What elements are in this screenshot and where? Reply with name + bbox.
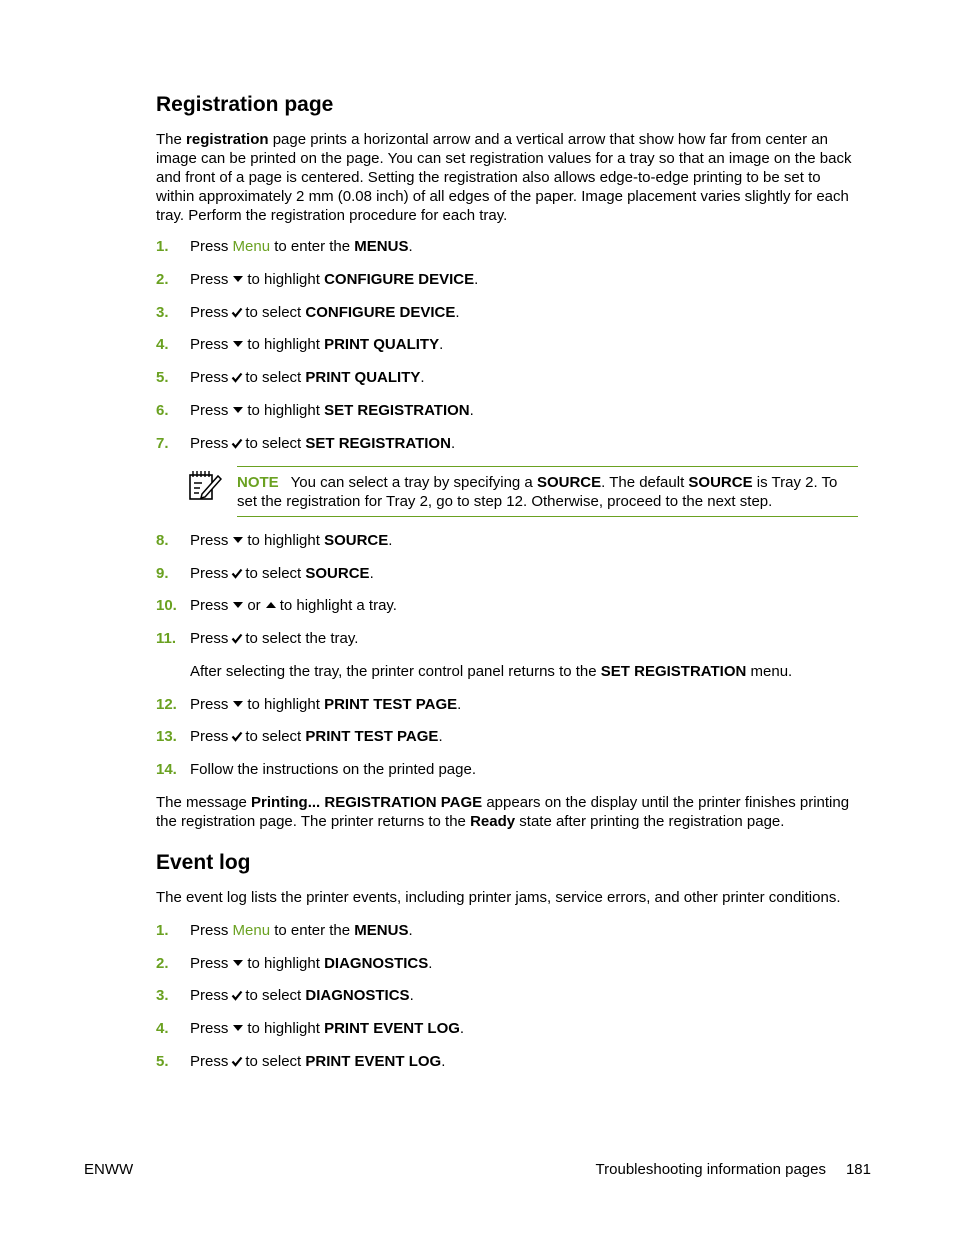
down-arrow-icon [233, 960, 243, 966]
list-item: 9. Press to select SOURCE. [156, 565, 374, 582]
checkmark-icon [231, 568, 243, 579]
note-text: NOTE You can select a tray by specifying a SOURCE. The default SOURCE is Tray 2. To set the registration for Tray 2, go to step 12. Otherwise, proceed to the next step. [237, 466, 858, 517]
checkmark-icon [231, 372, 243, 383]
down-arrow-icon [233, 701, 243, 707]
list-item: 4. Press to highlight PRINT QUALITY. [156, 336, 444, 353]
footer-edition: ENWW [84, 1161, 134, 1178]
list-item: 8. Press to highlight SOURCE. [156, 532, 393, 549]
list-item: 1. Press Menu to enter the MENUS. [156, 238, 413, 255]
list-item: 14. Follow the instructions on the printed page. [156, 761, 477, 778]
down-arrow-icon [233, 537, 243, 543]
checkmark-icon [231, 438, 243, 449]
page-number: 181 [845, 1161, 871, 1178]
list-item: 12. Press to highlight PRINT TEST PAGE. [156, 696, 462, 713]
list-item: 11. Press to select the tray. [156, 630, 359, 647]
list-item: 10. Press or to highlight a tray. [156, 597, 397, 614]
list-item: 13. Press to select PRINT TEST PAGE. [156, 728, 443, 745]
note-pad-icon [188, 469, 222, 501]
checkmark-icon [231, 731, 243, 742]
down-arrow-icon [233, 602, 243, 608]
checkmark-icon [231, 633, 243, 644]
registration-heading: Registration page [156, 93, 334, 116]
list-item: 6. Press to highlight SET REGISTRATION. [156, 402, 474, 419]
menu-button-label: Menu [232, 238, 271, 255]
note-callout [190, 466, 858, 516]
event-log-intro: The event log lists the printer events, including printer jams, service errors, and other printer conditions. [156, 889, 841, 906]
down-arrow-icon [233, 1025, 243, 1031]
note-label: NOTE [237, 474, 279, 491]
registration-closing: The message Printing... REGISTRATION PAGE appears on the display until the printer finishes printing the registration page. The printer returns to the Ready state after printing the registration page. [156, 794, 850, 830]
registration-intro: The registration page prints a horizontal arrow and a vertical arrow that show how far from center an image can be printed on the page. You can set registration values for a tray so that an image on the back and front of a page is centered. Setting the registration also allows edge-to-edge printing to be set to within approximately 2 mm (0.08 inch) of all edges of the paper. Image placement varies slightly for each tray. Perform the registration procedure for each tray. [156, 131, 852, 224]
list-item: 3. Press to select DIAGNOSTICS. [156, 987, 414, 1004]
step-11-detail: After selecting the tray, the printer control panel returns to the SET REGISTRATION menu. [190, 663, 793, 680]
checkmark-icon [231, 307, 243, 318]
list-item: 5. Press to select PRINT EVENT LOG. [156, 1053, 446, 1070]
checkmark-icon [231, 1056, 243, 1067]
checkmark-icon [231, 990, 243, 1001]
list-item: 2. Press to highlight DIAGNOSTICS. [156, 955, 433, 972]
list-item: 7. Press to select SET REGISTRATION. [156, 435, 456, 452]
down-arrow-icon [233, 407, 243, 413]
list-item: 3. Press to select CONFIGURE DEVICE. [156, 304, 460, 321]
down-arrow-icon [233, 276, 243, 282]
list-item: 2. Press to highlight CONFIGURE DEVICE. [156, 271, 479, 288]
footer-section-title: Troubleshooting information pages [595, 1161, 826, 1178]
menu-button-label: Menu [232, 922, 271, 939]
down-arrow-icon [233, 341, 243, 347]
list-item: 1. Press Menu to enter the MENUS. [156, 922, 413, 939]
list-item: 5. Press to select PRINT QUALITY. [156, 369, 425, 386]
up-arrow-icon [266, 602, 276, 608]
footer-page-info [596, 1160, 871, 1179]
list-item: 4. Press to highlight PRINT EVENT LOG. [156, 1020, 465, 1037]
event-log-heading: Event log [156, 851, 251, 874]
